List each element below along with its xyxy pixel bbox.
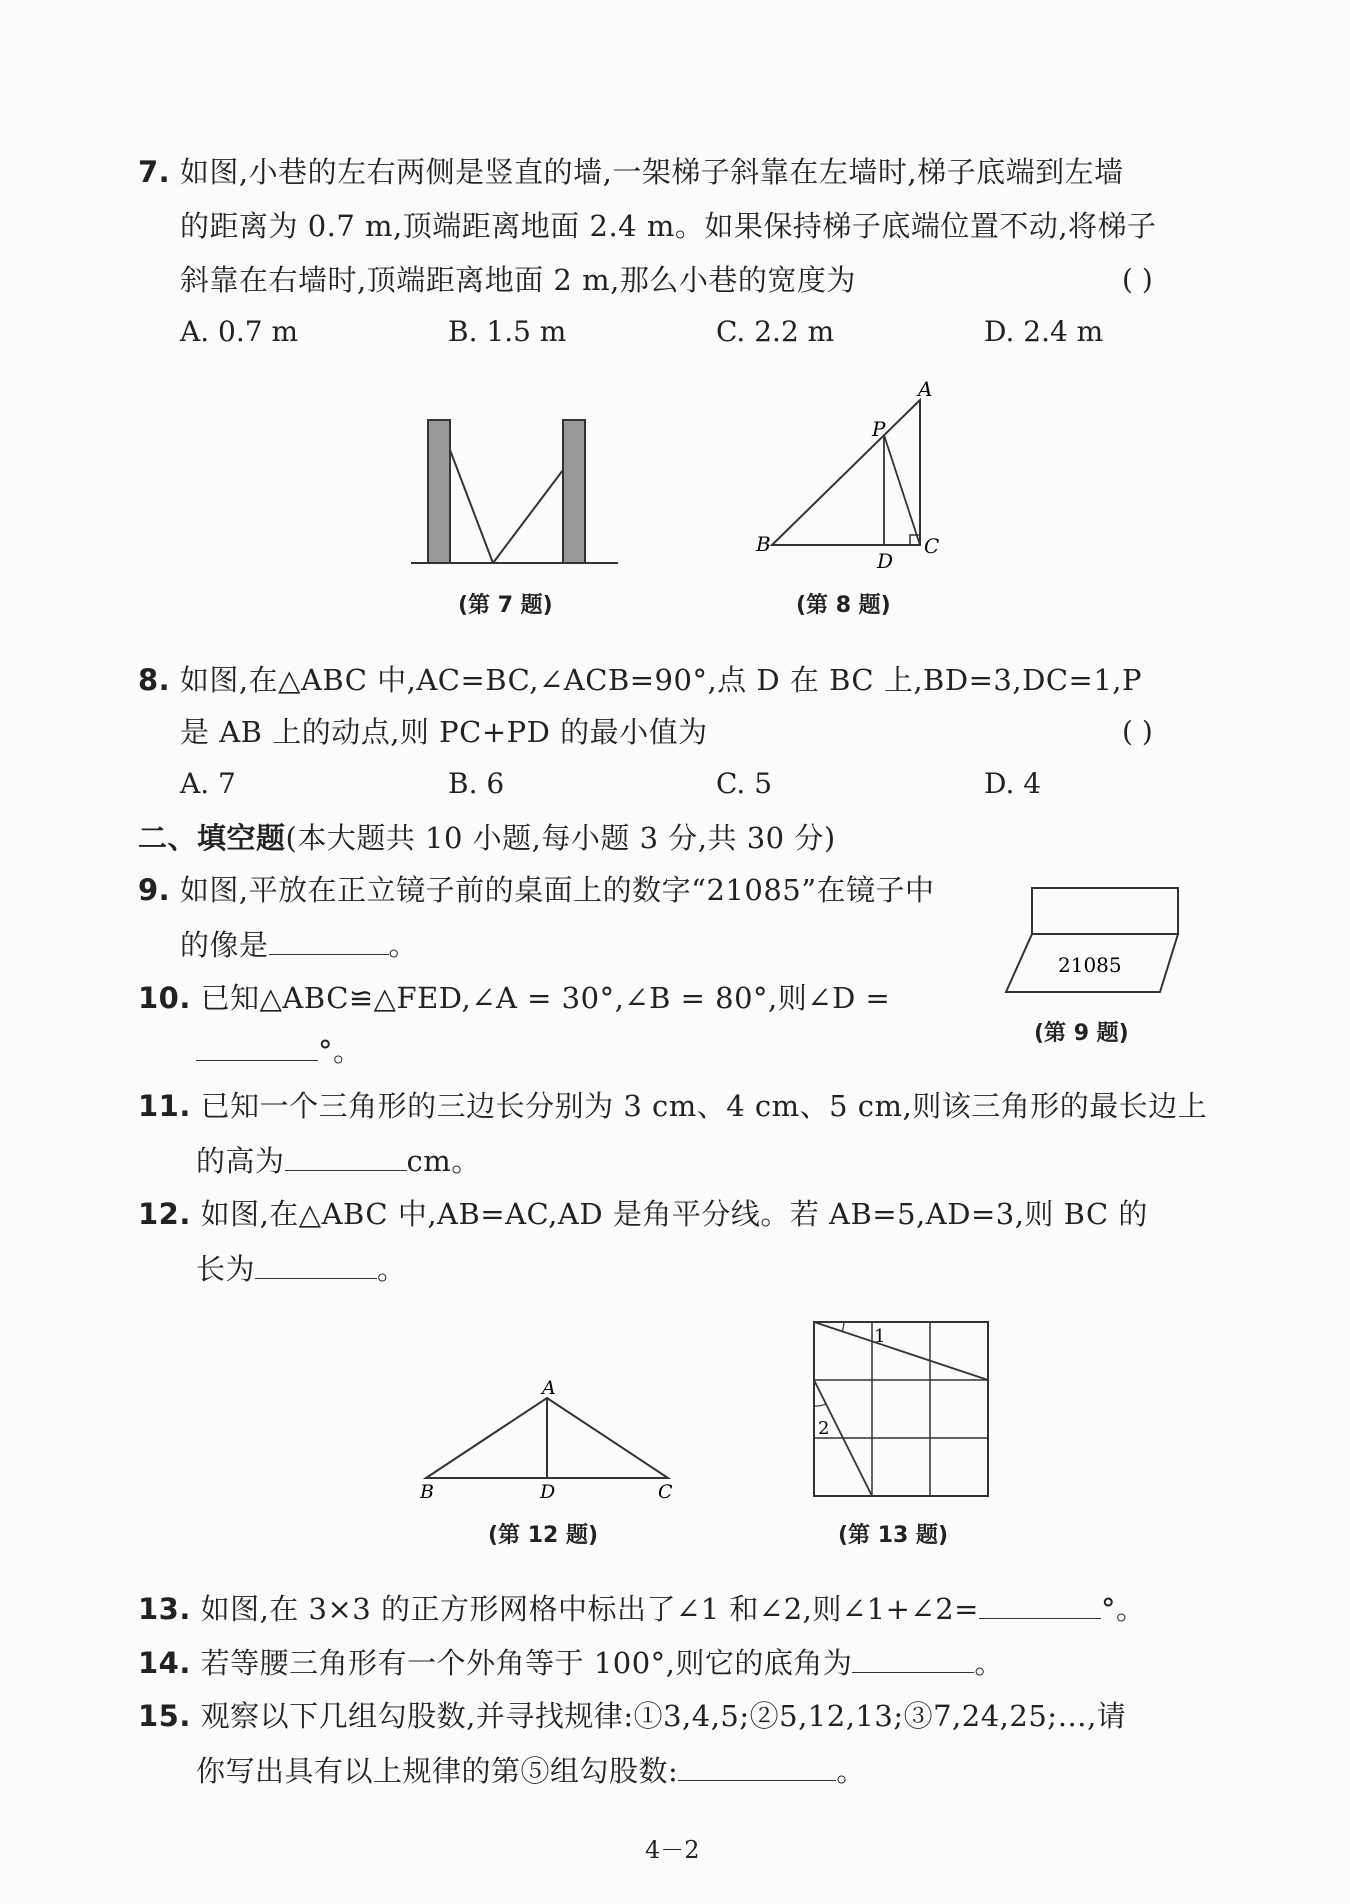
q12-text-1: 如图,在△ABC 中,AB=AC,AD 是角平分线。若 AB=5,AD=3,则 BC 的 [200, 1197, 1148, 1231]
q12-text-2: 长为 [196, 1252, 256, 1286]
q11-line-2 [196, 1140, 481, 1181]
q9-line-1 [138, 870, 935, 910]
section-2-header [138, 818, 836, 858]
q9-line-2 [180, 924, 418, 965]
figure-9-mirror [1000, 880, 1190, 1004]
q8-line-1 [138, 660, 1142, 700]
q15-answer-blank[interactable] [678, 1750, 836, 1781]
q7-number: 7. [138, 155, 171, 189]
q8-option-b: B. 6 [448, 767, 505, 800]
q9-answer-blank[interactable] [269, 924, 389, 955]
fig9-number: 21085 [1058, 953, 1122, 977]
q10-line-2 [196, 1030, 363, 1071]
q8-option-d: D. 4 [984, 767, 1042, 800]
figure-7-caption: (第 7 题) [458, 593, 553, 618]
q8-option-c: C. 5 [716, 767, 773, 800]
q9-text-2-end: 。 [388, 928, 419, 962]
q13-number: 13. [138, 1592, 191, 1626]
q7-line-3: 斜靠在右墙时,顶端距离地面 2 m,那么小巷的宽度为 [180, 263, 856, 297]
fig12-label-b: B [420, 1481, 434, 1503]
q15-text-2-end: 。 [836, 1754, 866, 1788]
q15-line-1 [138, 1696, 1126, 1736]
q12-line-2 [196, 1248, 407, 1289]
q10-answer-blank[interactable] [196, 1030, 318, 1061]
q11-text-2: 的高为 [196, 1144, 285, 1178]
q12-line-1 [138, 1194, 1148, 1234]
figure-8-triangle [752, 378, 952, 572]
q7-text-1: 如图,小巷的左右两侧是竖直的墙,一架梯子斜靠在左墙时,梯子底端到左墙 [179, 155, 1124, 189]
figure-13-caption: (第 13 题) [838, 1523, 949, 1548]
page-number: 4－2 [645, 1836, 700, 1864]
fig8-label-c: C [924, 534, 940, 558]
section-2-title: 二、填空题 [138, 821, 286, 855]
q10-text-2-end: °。 [318, 1034, 363, 1068]
q12-number: 12. [138, 1197, 191, 1231]
q10-text-1: 已知△ABC≌△FED,∠A = 30°,∠B = 80°,则∠D = [200, 981, 891, 1015]
q7-line-2: 的距离为 0.7 m,顶端距离地面 2.4 m。如果保持梯子底端位置不动,将梯子 [180, 209, 1157, 243]
q8-option-a: A. 7 [180, 767, 236, 800]
section-2-note: (本大题共 10 小题,每小题 3 分,共 30 分) [285, 821, 836, 855]
q11-line-1 [138, 1086, 1207, 1126]
q7-option-b: B. 1.5 m [448, 315, 567, 348]
fig8-label-a: A [918, 378, 933, 401]
q12-answer-blank[interactable] [255, 1248, 377, 1279]
figure-8-caption: (第 8 题) [796, 593, 891, 618]
q12-text-2-end: 。 [377, 1252, 407, 1286]
fig13-angle-1-label: 1 [874, 1326, 886, 1347]
q9-text-2: 的像是 [180, 928, 269, 962]
q7-option-d: D. 2.4 m [984, 315, 1104, 348]
figure-12-caption: (第 12 题) [488, 1523, 599, 1548]
q13-line-1 [138, 1588, 1146, 1629]
figure-12-isosceles-triangle [410, 1374, 690, 1508]
fig13-angle-2-label: 2 [818, 1418, 830, 1439]
q7-option-a: A. 0.7 m [180, 315, 299, 348]
q7-line-1 [138, 152, 1124, 192]
q11-answer-blank[interactable] [285, 1140, 407, 1171]
figure-7-ladder [408, 410, 628, 579]
q13-text-1-end: °。 [1100, 1592, 1146, 1626]
fig8-label-p: P [872, 417, 886, 441]
q9-number: 9. [138, 873, 171, 907]
q11-text-2-end: cm。 [406, 1144, 481, 1178]
q9-text-1: 如图,平放在正立镜子前的桌面上的数字“21085”在镜子中 [179, 873, 935, 907]
q11-number: 11. [138, 1089, 191, 1123]
fig12-label-c: C [658, 1481, 673, 1503]
fig12-label-a: A [542, 1377, 556, 1399]
q15-line-2 [196, 1750, 866, 1791]
q7-answer-paren: ( ) [1122, 263, 1153, 296]
fig8-label-d: D [877, 549, 894, 568]
figure-13-grid [808, 1316, 993, 1505]
fig8-label-b: B [756, 532, 771, 556]
q8-line-2: 是 AB 上的动点,则 PC+PD 的最小值为 [180, 715, 708, 749]
q15-text-2: 你写出具有以上规律的第⑤组勾股数: [196, 1754, 679, 1788]
q8-number: 8. [138, 663, 171, 697]
q11-text-1: 已知一个三角形的三边长分别为 3 cm、4 cm、5 cm,则该三角形的最长边上 [200, 1089, 1208, 1123]
q7-option-c: C. 2.2 m [716, 315, 835, 348]
q14-text-1: 若等腰三角形有一个外角等于 100°,则它的底角为 [200, 1646, 853, 1680]
fig12-label-d: D [540, 1481, 556, 1503]
q15-number: 15. [138, 1699, 191, 1733]
q14-number: 14. [138, 1646, 191, 1680]
q14-answer-blank[interactable] [852, 1642, 974, 1673]
q14-text-1-end: 。 [974, 1646, 1004, 1680]
q10-number: 10. [138, 981, 191, 1015]
q13-answer-blank[interactable] [979, 1588, 1101, 1619]
figure-9-caption: (第 9 题) [1034, 1021, 1129, 1046]
q13-text-1: 如图,在 3×3 的正方形网格中标出了∠1 和∠2,则∠1+∠2= [200, 1592, 979, 1626]
q14-line-1 [138, 1642, 1004, 1683]
q10-line-1 [138, 978, 890, 1018]
q15-text-1: 观察以下几组勾股数,并寻找规律:①3,4,5;②5,12,13;③7,24,25;…,请 [200, 1699, 1127, 1733]
q8-answer-paren: ( ) [1122, 715, 1153, 748]
q8-text-1: 如图,在△ABC 中,AC=BC,∠ACB=90°,点 D 在 BC 上,BD=3,DC=1,P [179, 663, 1143, 697]
